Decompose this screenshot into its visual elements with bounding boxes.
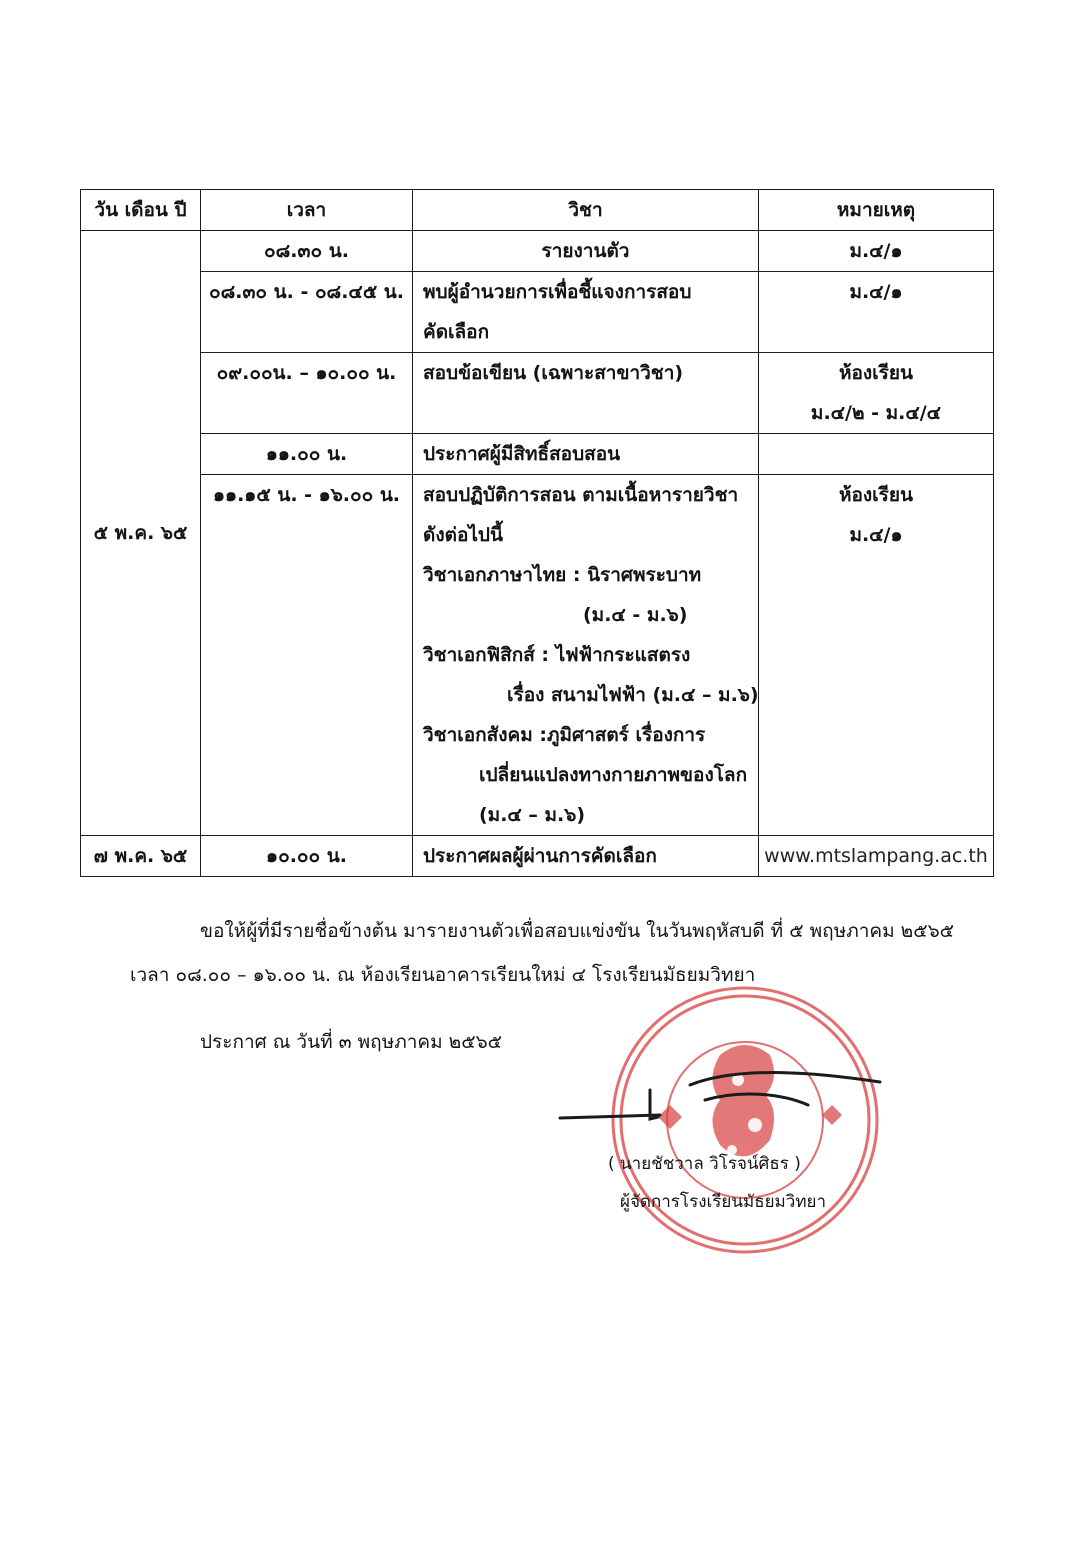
date-cell: ๗ พ.ค. ๖๕ — [81, 836, 201, 877]
notice-line-1: ขอให้ผู้ที่มีรายชื่อข้างต้น มารายงานตัวเพื่อสอบแข่งขัน ในวันพฤหัสบดี ที่ ๕ พฤษภาคม ๒๕๖๕ — [200, 920, 955, 942]
date-cell: ๕ พ.ค. ๖๕ — [81, 231, 201, 836]
note-line: ม.๔/๑ — [849, 240, 903, 262]
note-cell — [759, 353, 994, 434]
subject-line: สอบข้อเขียน (เฉพาะสาขาวิชา) — [423, 362, 684, 384]
subject-line: ประกาศผู้มีสิทธิ์สอบสอน — [423, 443, 621, 465]
notice-line-2: เวลา ๐๘.๐๐ – ๑๖.๐๐ น. ณ ห้องเรียนอาคารเรียนใหม่ ๔ โรงเรียนมัธยมวิทยา — [130, 964, 756, 986]
time-cell: ๑๑.๑๕ น. - ๑๖.๐๐ น. — [201, 475, 413, 836]
note-line: ห้องเรียน — [838, 484, 914, 506]
header-date: วัน เดือน ปี — [81, 190, 201, 231]
subject-cell — [413, 231, 759, 272]
handwritten-signature — [540, 1045, 920, 1155]
table-row — [81, 475, 994, 836]
subject-cell — [413, 272, 759, 353]
header-subject: วิชา — [413, 190, 759, 231]
time-cell: ๑๐.๐๐ น. — [201, 836, 413, 877]
subject-cell — [413, 475, 759, 836]
time-cell: ๑๑.๐๐ น. — [201, 434, 413, 475]
subject-line: วิชาเอกภาษาไทย : นิราศพระบาท — [423, 564, 702, 586]
time-cell: ๐๘.๓๐ น. — [201, 231, 413, 272]
table-row — [81, 231, 994, 272]
subject-line: วิชาเอกสังคม :ภูมิศาสตร์ เรื่องการ — [423, 724, 706, 746]
subject-cell — [413, 836, 759, 877]
note-cell — [759, 434, 994, 475]
header-time: เวลา — [201, 190, 413, 231]
subject-cell — [413, 434, 759, 475]
table-row — [81, 272, 994, 353]
subject-line: (ม.๔ – ม.๖) — [479, 804, 586, 826]
time-cell: ๐๘.๓๐ น. - ๐๘.๔๕ น. — [201, 272, 413, 353]
table-row — [81, 434, 994, 475]
subject-cell — [413, 353, 759, 434]
announce-date: ประกาศ ณ วันที่ ๓ พฤษภาคม ๒๕๖๕ — [200, 1031, 503, 1053]
note-line: ม.๔/๑ — [849, 524, 903, 546]
subject-line: สอบปฏิบัติการสอน ตามเนื้อหารายวิชา — [423, 484, 739, 506]
note-line: ม.๔/๒ - ม.๔/๔ — [810, 402, 942, 424]
note-cell — [759, 231, 994, 272]
subject-line: รายงานตัว — [541, 240, 630, 262]
subject-line: ประกาศผลผู้ผ่านการคัดเลือก — [423, 845, 657, 867]
table-row — [81, 836, 994, 877]
subject-line: เรื่อง สนามไฟฟ้า (ม.๔ – ม.๖) — [507, 684, 759, 706]
note-cell — [759, 836, 994, 877]
table-header-row — [81, 190, 994, 231]
note-cell — [759, 475, 994, 836]
subject-line: วิชาเอกฟิสิกส์ : ไฟฟ้ากระแสตรง — [423, 644, 691, 666]
subject-line: (ม.๔ - ม.๖) — [583, 604, 688, 626]
subject-line: เปลี่ยนแปลงทางกายภาพของโลก — [479, 764, 748, 786]
table-row — [81, 353, 994, 434]
signer-name: ( นายชัชวาล วิโรจน์ศิธร ) — [608, 1154, 801, 1174]
website-link[interactable]: www.mtslampang.ac.th — [764, 845, 988, 867]
subject-line: คัดเลือก — [423, 321, 490, 343]
note-line: ม.๔/๑ — [849, 281, 903, 303]
note-line: ห้องเรียน — [838, 362, 914, 384]
header-note: หมายเหตุ — [759, 190, 994, 231]
note-cell — [759, 272, 994, 353]
exam-schedule-table — [80, 189, 994, 877]
subject-line: พบผู้อำนวยการเพื่อชี้แจงการสอบ — [423, 281, 692, 303]
signer-title: ผู้จัดการโรงเรียนมัธยมวิทยา — [620, 1192, 827, 1212]
subject-line: ดังต่อไปนี้ — [423, 524, 503, 546]
time-cell: ๐๙.๐๐น. – ๑๐.๐๐ น. — [201, 353, 413, 434]
